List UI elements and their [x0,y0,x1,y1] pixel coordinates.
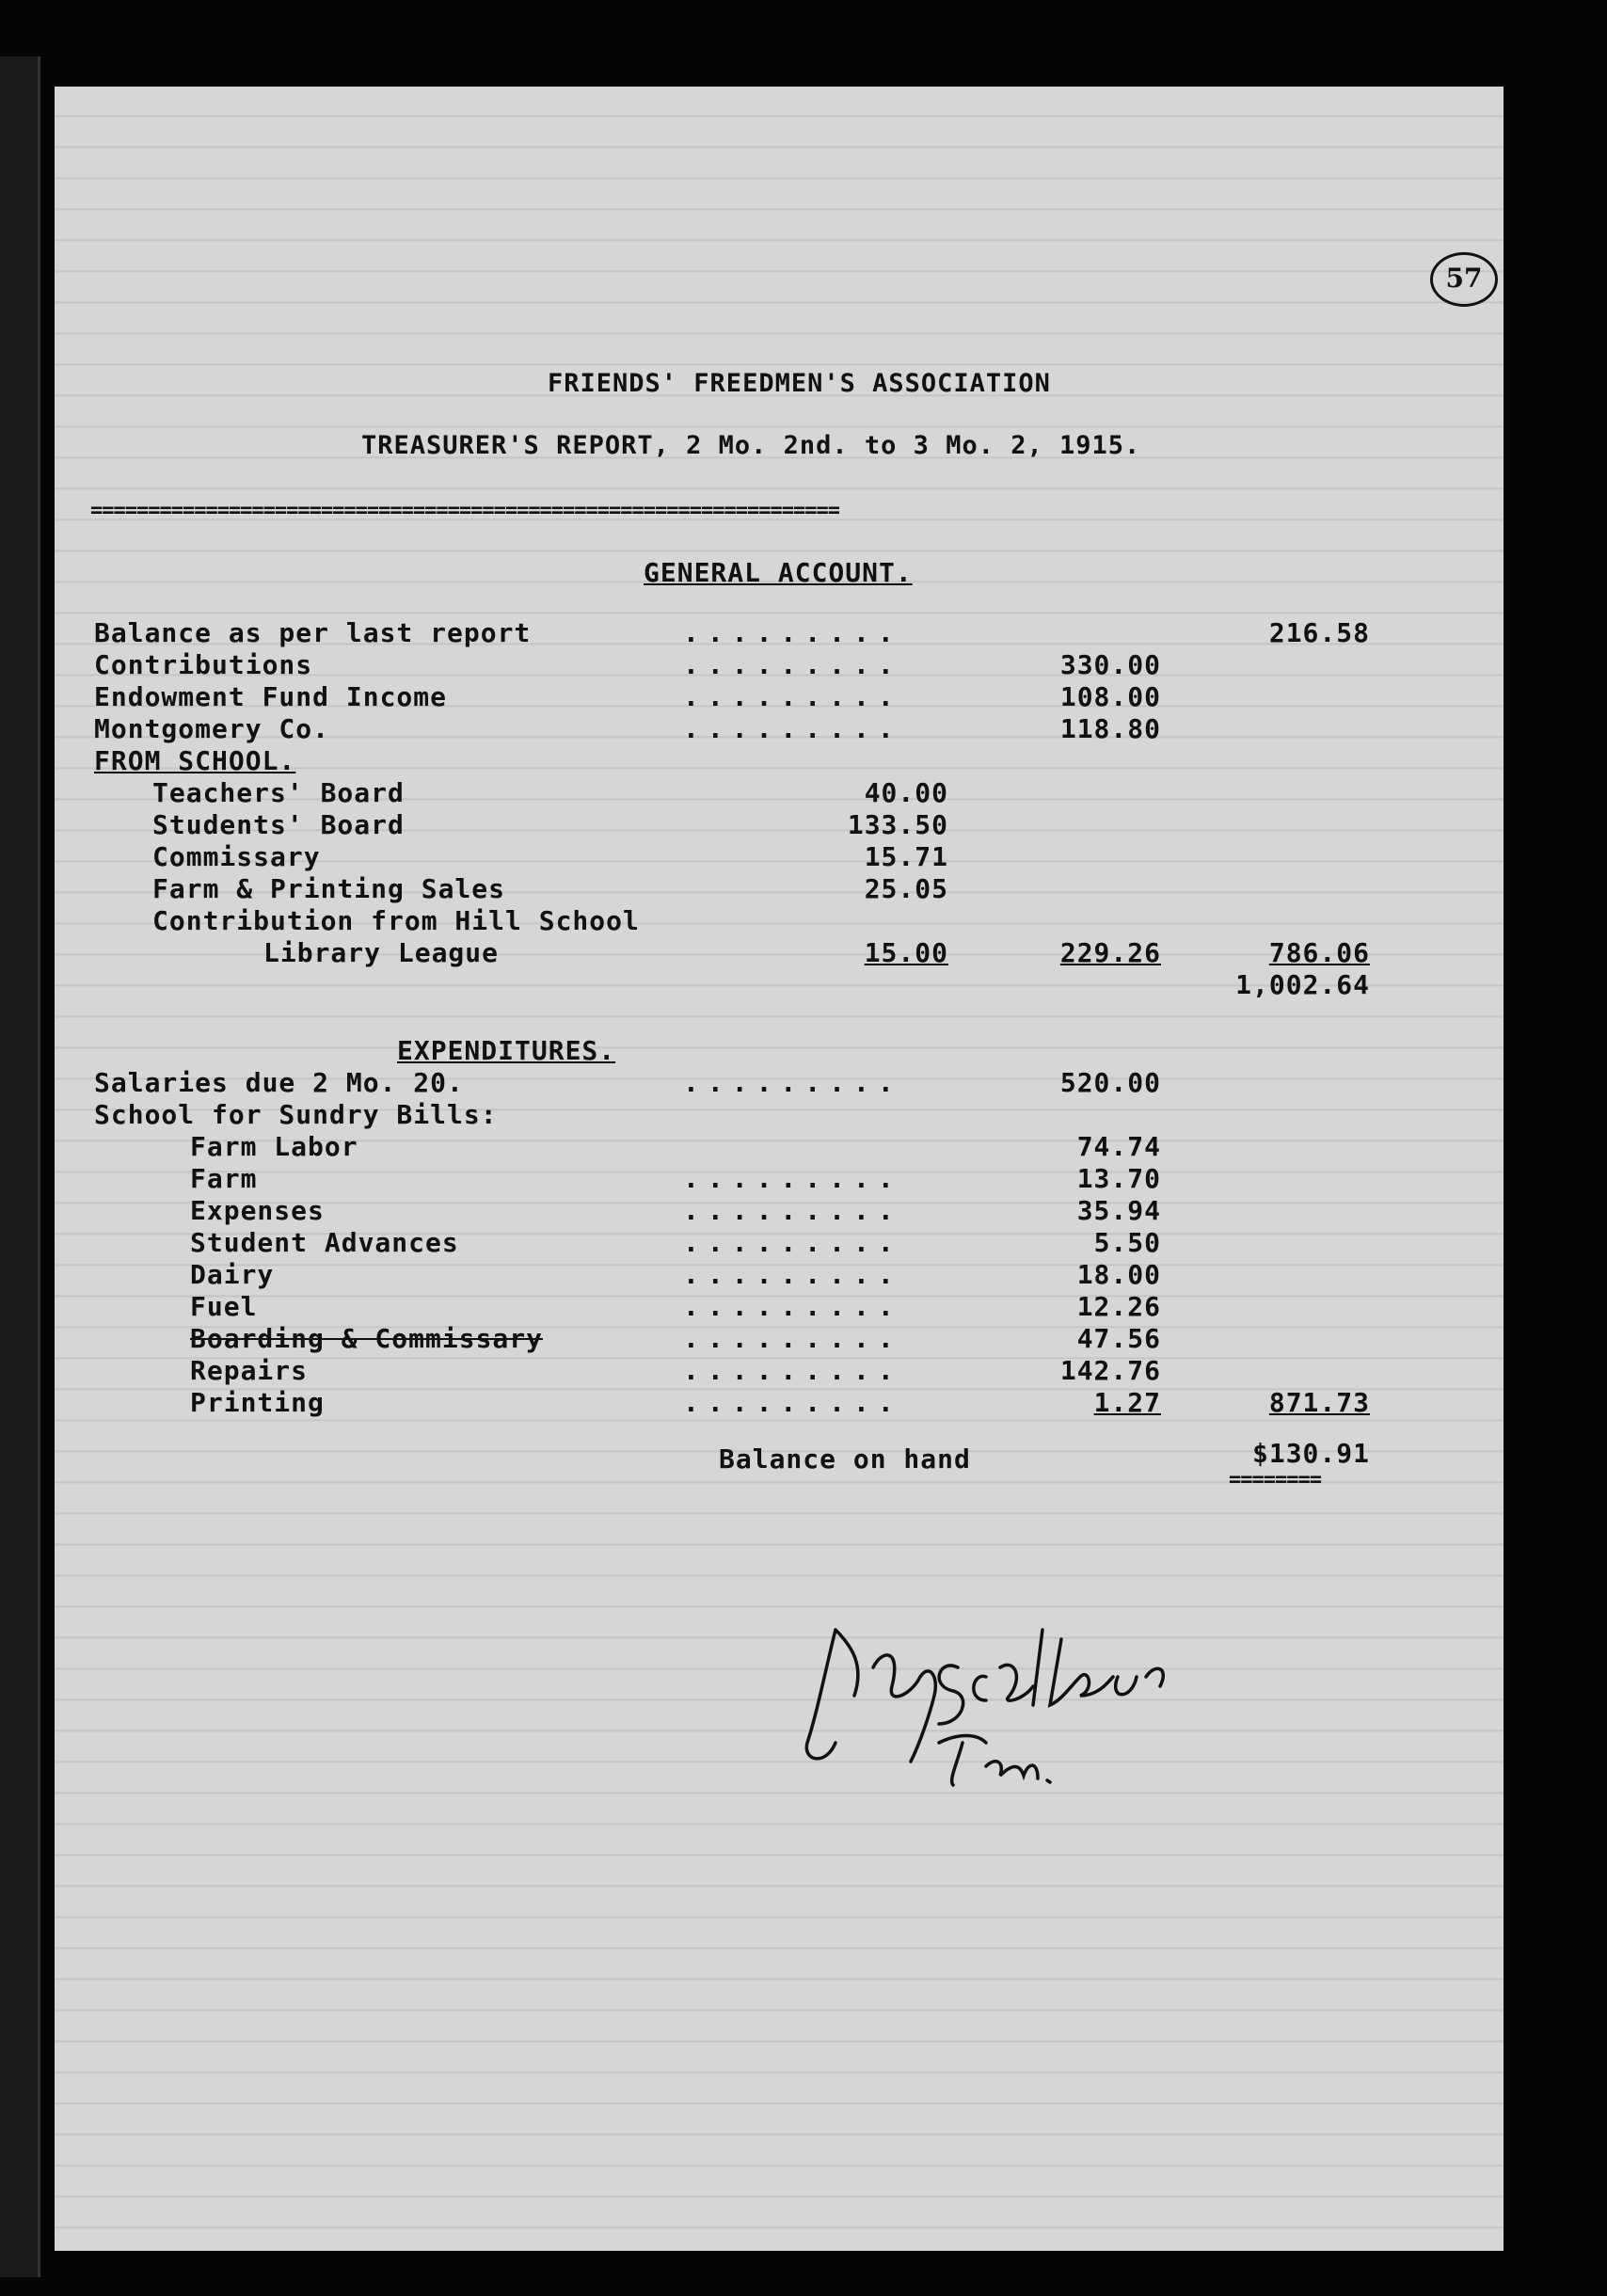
dot-leader: ......... [683,681,902,712]
balance-value: 216.58 [1268,617,1370,648]
dot-leader: ......... [683,1291,902,1322]
title-separator: ================================================================= [90,499,839,522]
salaries-value: 520.00 [1059,1067,1161,1098]
dot-leader: ......... [683,1323,902,1354]
commissary-value: 15.71 [864,841,948,872]
salaries-label: Salaries due 2 Mo. 20. [94,1067,464,1098]
doc-subtitle: TREASURER'S REPORT, 2 Mo. 2nd. to 3 Mo. 2, 1915. [361,431,1141,460]
binding-spine [0,56,40,2277]
repairs-label: Repairs [190,1355,309,1386]
student-advances-value: 5.50 [1093,1227,1161,1258]
dairy-value: 18.00 [1076,1259,1161,1290]
document-page [55,87,1504,2251]
dot-leader: ......... [683,649,902,680]
balance-on-hand-value: $130.91 [1251,1438,1370,1469]
expenses-value: 35.94 [1076,1195,1161,1226]
school-subtotal: 229.26 [1059,937,1161,968]
student-advances-label: Student Advances [190,1227,459,1258]
students-board-label: Students' Board [152,809,405,840]
balance-on-hand-label: Balance on hand [719,1443,971,1475]
fuel-value: 12.26 [1076,1291,1161,1322]
farm-printing-value: 25.05 [864,873,948,904]
dot-leader: ......... [683,1355,902,1386]
dot-leader: ......... [683,1067,902,1098]
grand-total: 1,002.64 [1235,969,1370,1000]
expenses-label: Expenses [190,1195,325,1226]
library-league-value: 15.00 [864,937,948,968]
montgomery-value: 118.80 [1059,713,1161,744]
dot-leader: ......... [683,1195,902,1226]
balance-label: Balance as per last report [94,617,532,648]
dot-leader: ......... [683,1227,902,1258]
dot-leader: ......... [683,1259,902,1290]
receipts-total: 786.06 [1268,937,1370,968]
farm-labor-label: Farm Labor [190,1131,358,1162]
endowment-value: 108.00 [1059,681,1161,712]
contributions-value: 330.00 [1059,649,1161,680]
farm-label: Farm [190,1163,258,1194]
contributions-label: Contributions [94,649,313,680]
fuel-label: Fuel [190,1291,258,1322]
farm-printing-label: Farm & Printing Sales [152,873,506,904]
teachers-board-label: Teachers' Board [152,777,405,808]
dot-leader: ......... [683,1163,902,1194]
library-league-label: Library League [263,937,500,968]
commissary-label: Commissary [152,841,321,872]
dot-leader: ......... [683,1387,902,1418]
farm-value: 13.70 [1076,1163,1161,1194]
boarding-commissary-label: Boarding & Commissary [190,1323,544,1354]
doc-title: FRIENDS' FREEDMEN'S ASSOCIATION [548,369,1051,398]
sundry-bills-label: School for Sundry Bills: [94,1099,498,1130]
printing-label: Printing [190,1387,325,1418]
dot-leader: ......... [683,713,902,744]
farm-labor-value: 74.74 [1076,1131,1161,1162]
hill-school-label: Contribution from Hill School [152,905,640,936]
repairs-value: 142.76 [1059,1355,1161,1386]
from-school-heading: FROM SCHOOL. [94,745,296,776]
dairy-label: Dairy [190,1259,275,1290]
expenditures-total: 871.73 [1268,1387,1370,1418]
boarding-commissary-value: 47.56 [1076,1323,1161,1354]
general-account-heading: GENERAL ACCOUNT. [644,557,913,588]
students-board-value: 133.50 [847,809,948,840]
endowment-label: Endowment Fund Income [94,681,448,712]
double-rule: ======== [1229,1468,1321,1491]
expenditures-heading: EXPENDITURES. [397,1035,616,1066]
printing-value: 1.27 [1093,1387,1161,1418]
montgomery-label: Montgomery Co. [94,713,330,744]
dot-leader: ......... [683,617,902,648]
treasurer-signature [798,1611,1268,1803]
teachers-board-value: 40.00 [864,777,948,808]
page-number: 57 [1430,252,1498,307]
